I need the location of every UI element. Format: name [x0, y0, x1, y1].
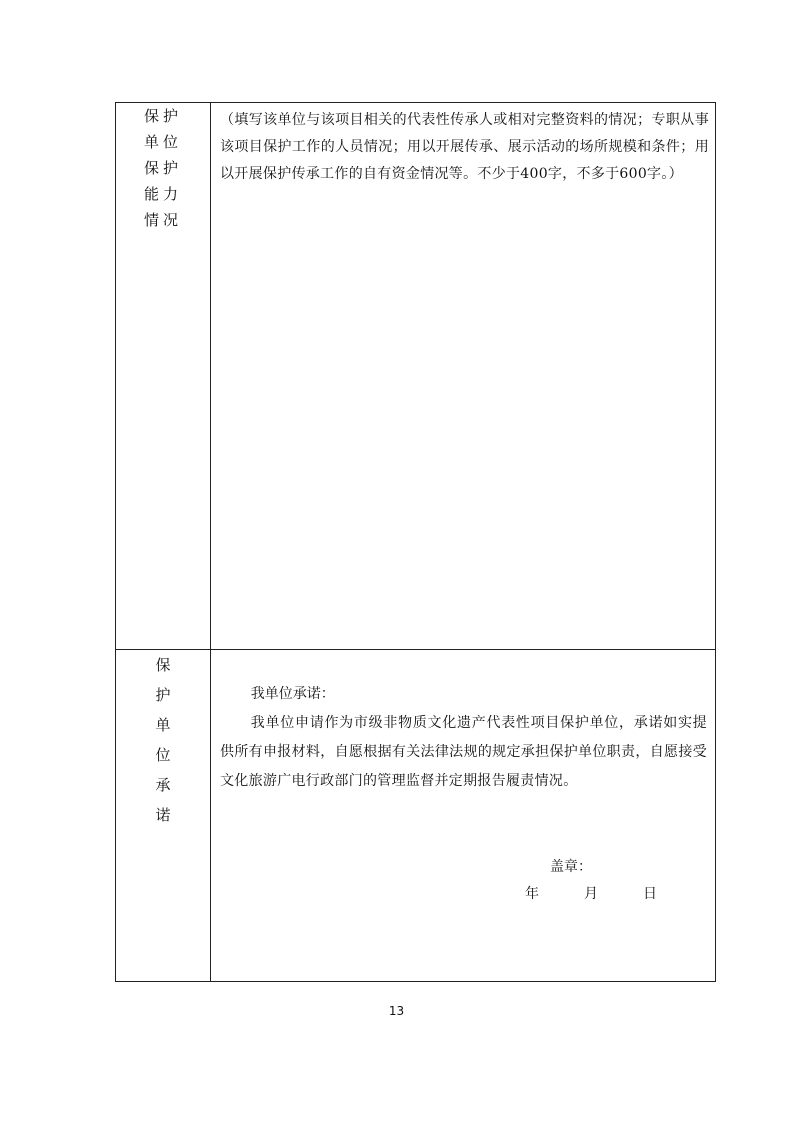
pledge-label-cell [116, 650, 211, 982]
capacity-label-line: 情况 [143, 211, 182, 229]
capacity-row [116, 103, 716, 650]
capacity-label-cell [116, 103, 211, 650]
capacity-instruction: （填写该单位与该项目相关的代表性传承人或相对完整资料的情况；专职从事该项目保护工作的人员情况；用以开展传承、展示活动的场所规模和条件；用以开展保护传承工作的自有资金情况等。不少于400字，不多于600字。） [220, 112, 709, 182]
pledge-text [211, 650, 715, 908]
page-number: 13 [388, 1004, 405, 1018]
date-line [220, 881, 707, 908]
pledge-row [116, 650, 716, 982]
date-day: 日 [643, 886, 657, 902]
capacity-label-line: 保护 [143, 159, 182, 177]
pledge-label [155, 650, 170, 830]
capacity-content-cell[interactable] [211, 103, 716, 650]
pledge-label-char: 护 [155, 686, 171, 704]
capacity-label [144, 103, 182, 233]
seal-label: 盖章： [550, 859, 592, 875]
capacity-label-line: 保护 [143, 107, 182, 125]
pledge-label-char: 承 [155, 776, 171, 794]
pledge-body: 我单位申请作为市级非物质文化遗产代表性项目保护单位，承诺如实提供所有申报材料，自愿根据有关法律法规的规定承担保护单位职责，自愿接受文化旅游广电行政部门的管理监督并定期报告履责情况。 [220, 715, 707, 789]
pledge-label-char: 位 [155, 746, 171, 764]
capacity-label-line: 能力 [143, 185, 182, 203]
pledge-content-cell [211, 650, 716, 982]
date-month: 月 [584, 886, 598, 902]
application-form-table [115, 102, 716, 982]
pledge-label-char: 诺 [155, 806, 171, 824]
pledge-label-char: 保 [155, 656, 171, 674]
capacity-label-line: 单位 [143, 133, 182, 151]
pledge-heading: 我单位承诺： [250, 686, 335, 702]
date-year: 年 [525, 886, 539, 902]
pledge-label-char: 单 [155, 716, 171, 734]
